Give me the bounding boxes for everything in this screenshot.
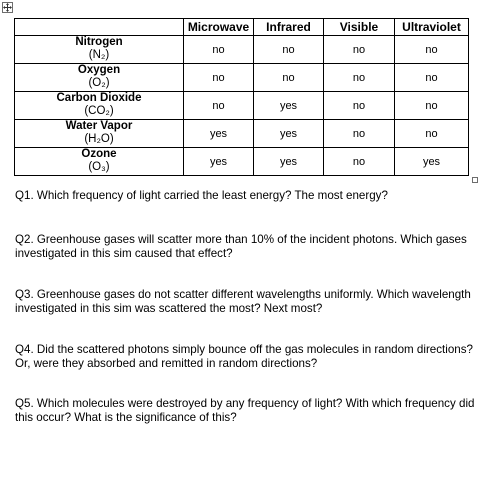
value-cell: no [324,148,395,176]
value-cell: yes [184,148,254,176]
gas-name: Ozone [81,148,117,160]
value-cell: no [254,64,324,92]
gas-formula: (N₂) [88,49,110,61]
question-1: Q1. Which frequency of light carried the least energy? The most energy? [15,189,388,202]
value-cell: yes [184,120,254,148]
table-resize-handle[interactable] [472,177,478,183]
gas-name-cell [15,120,184,148]
gas-formula: (O₂) [88,77,110,89]
value-cell: no [184,36,254,64]
question-4: Q4. Did the scattered photons simply bounce off the gas molecules in random directions? Or, were they absorbed and remitted in random directions? [15,343,473,370]
gas-name: Water Vapor [65,120,133,132]
value-cell: yes [254,148,324,176]
header-ultraviolet: Ultraviolet [395,19,469,36]
value-cell: no [395,120,469,148]
table-row [15,64,469,92]
table-header-row [15,19,469,36]
value-cell: no [324,36,395,64]
value-cell: no [324,64,395,92]
gas-name: Carbon Dioxide [56,92,142,104]
question-2: Q2. Greenhouse gases will scatter more than 10% of the incident photons. Which gases investigated in this sim caused that effect? [15,233,467,260]
value-cell: yes [254,120,324,148]
table-row [15,92,469,120]
value-cell: no [254,36,324,64]
table-row [15,120,469,148]
gas-name-cell [15,36,184,64]
gas-name: Oxygen [77,64,121,76]
gas-name-cell [15,148,184,176]
value-cell: no [184,92,254,120]
header-infrared: Infrared [254,19,324,36]
value-cell: no [324,120,395,148]
value-cell: no [395,92,469,120]
value-cell: no [395,64,469,92]
value-cell: no [395,36,469,64]
value-cell: no [324,92,395,120]
question-3: Q3. Greenhouse gases do not scatter different wavelengths uniformly. Which wavelength investigated in this sim was scattered the most? Next most? [15,288,471,315]
gas-formula: (O₃) [88,161,110,173]
table-row [15,36,469,64]
table-move-handle-icon[interactable] [2,2,13,13]
value-cell: yes [254,92,324,120]
value-cell: yes [395,148,469,176]
table-row [15,148,469,176]
gas-name: Nitrogen [75,36,123,48]
gas-name-cell [15,64,184,92]
gas-formula: (H₂O) [84,133,114,145]
gas-name-cell [15,92,184,120]
header-blank [15,19,184,36]
question-5: Q5. Which molecules were destroyed by any frequency of light? With which frequency did this occur? What is the significance of this? [15,397,475,424]
header-microwave: Microwave [184,19,254,36]
gas-formula: (CO₂) [84,105,114,117]
value-cell: no [184,64,254,92]
header-visible: Visible [324,19,395,36]
gas-scattering-table [14,18,469,176]
